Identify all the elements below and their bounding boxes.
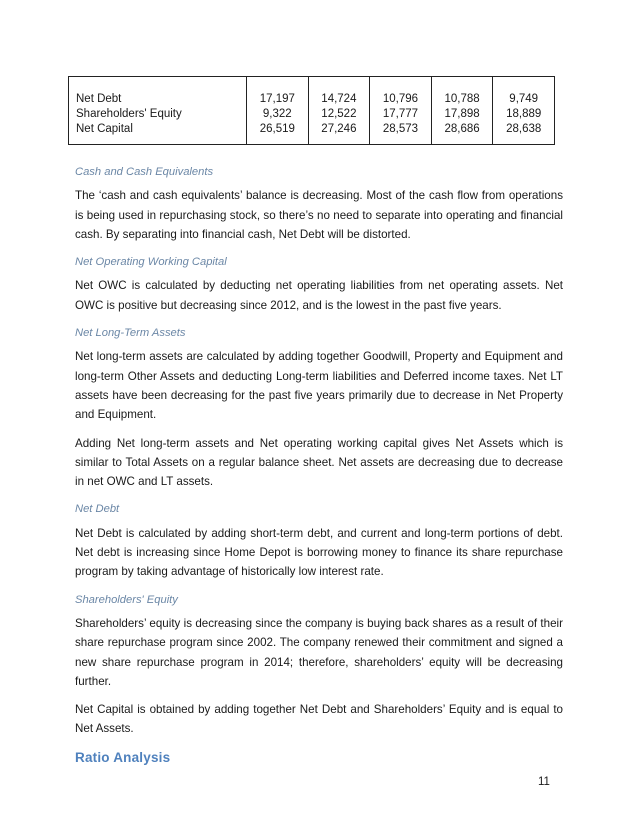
- year-column-4: [431, 77, 493, 145]
- table-cell: 27,246: [321, 123, 357, 135]
- paragraph-net-capital: Net Capital is obtained by adding together Net Debt and Shareholders’ Equity and is equal to Net Assets.: [75, 703, 563, 736]
- table-cell: 17,898: [444, 108, 480, 120]
- row-label-shareholders-equity: Shareholders' Equity: [76, 108, 182, 120]
- table-cell: 9,749: [509, 93, 539, 105]
- year-column-1: [247, 77, 309, 145]
- paragraph-net-owc: Net OWC is calculated by deducting net operating liabilities from net operating assets. Net OWC is positive but decreasing since 2012, and is the lowest in the past five years.: [75, 279, 563, 312]
- paragraph-net-assets: Adding Net long-term assets and Net operating working capital gives Net Assets which is similar to Total Assets on a regular balance sheet. Net assets are decreasing due to decrease in net OWC and LT assets.: [75, 436, 563, 489]
- table-cell: 14,724: [321, 93, 357, 105]
- year-column-2: [308, 77, 370, 145]
- row-label-net-debt: Net Debt: [76, 93, 122, 105]
- table-cell: 28,686: [444, 123, 480, 135]
- page-number: 11: [538, 776, 550, 788]
- heading-shareholders-equity: Shareholders' Equity: [75, 593, 178, 606]
- paragraph-net-debt: Net Debt is calculated by adding short-term debt, and current and long-term portions of debt. Net debt is increasing since Home Depot is borrowing money to finance its share repurchase program by taking advantage of historically low interest rate.: [75, 526, 563, 579]
- table-cell: 28,638: [506, 123, 542, 135]
- table-cell: 10,796: [382, 93, 419, 105]
- financial-summary-table: [68, 76, 555, 145]
- heading-net-debt: Net Debt: [75, 503, 120, 516]
- heading-net-owc: Net Operating Working Capital: [75, 256, 227, 269]
- heading-net-long-term-assets: Net Long-Term Assets: [75, 327, 186, 340]
- table-cell: 18,889: [506, 108, 542, 120]
- table-cell: 26,519: [259, 123, 295, 135]
- table-cell: 28,573: [382, 123, 419, 135]
- table-row: [69, 77, 555, 145]
- table-cell: 9,322: [262, 108, 292, 120]
- table-cell: 12,522: [321, 108, 357, 120]
- row-label-net-capital: Net Capital: [76, 123, 133, 135]
- document-body: [75, 163, 563, 767]
- table-cell: 10,788: [444, 93, 480, 105]
- table-cell: 17,197: [259, 93, 295, 105]
- paragraph-cash-equivalents: The ‘cash and cash equivalents’ balance is decreasing. Most of the cash flow from operations is being used in repurchasing stock, so there’s no need to separate into operating and financial cash. By separating into financial cash, Net Debt will be distorted.: [75, 189, 563, 241]
- paragraph-shareholders-equity: Shareholders’ equity is decreasing since the company is buying back shares as a result of their share repurchase program since 2002. The company renewed their commitment and signed a new share repurchase program in 2014; therefore, shareholders’ equity will be decreasing further.: [75, 616, 563, 688]
- heading-cash-equivalents: Cash and Cash Equivalents: [75, 166, 214, 178]
- paragraph-net-long-term-assets: Net long-term assets are calculated by adding together Goodwill, Property and Equipment and long-term Other Assets and deducting Long-term liabilities and Deferred income taxes. Net LT assets have been decreasing for the past five years primarily due to decrease in Net Property and Equipment.: [75, 350, 563, 422]
- table-cell: 17,777: [382, 108, 419, 120]
- row-labels-cell: [69, 77, 247, 145]
- year-column-3: [370, 77, 432, 145]
- ratio-analysis-heading: Ratio Analysis: [75, 749, 171, 765]
- year-column-5: [493, 77, 555, 145]
